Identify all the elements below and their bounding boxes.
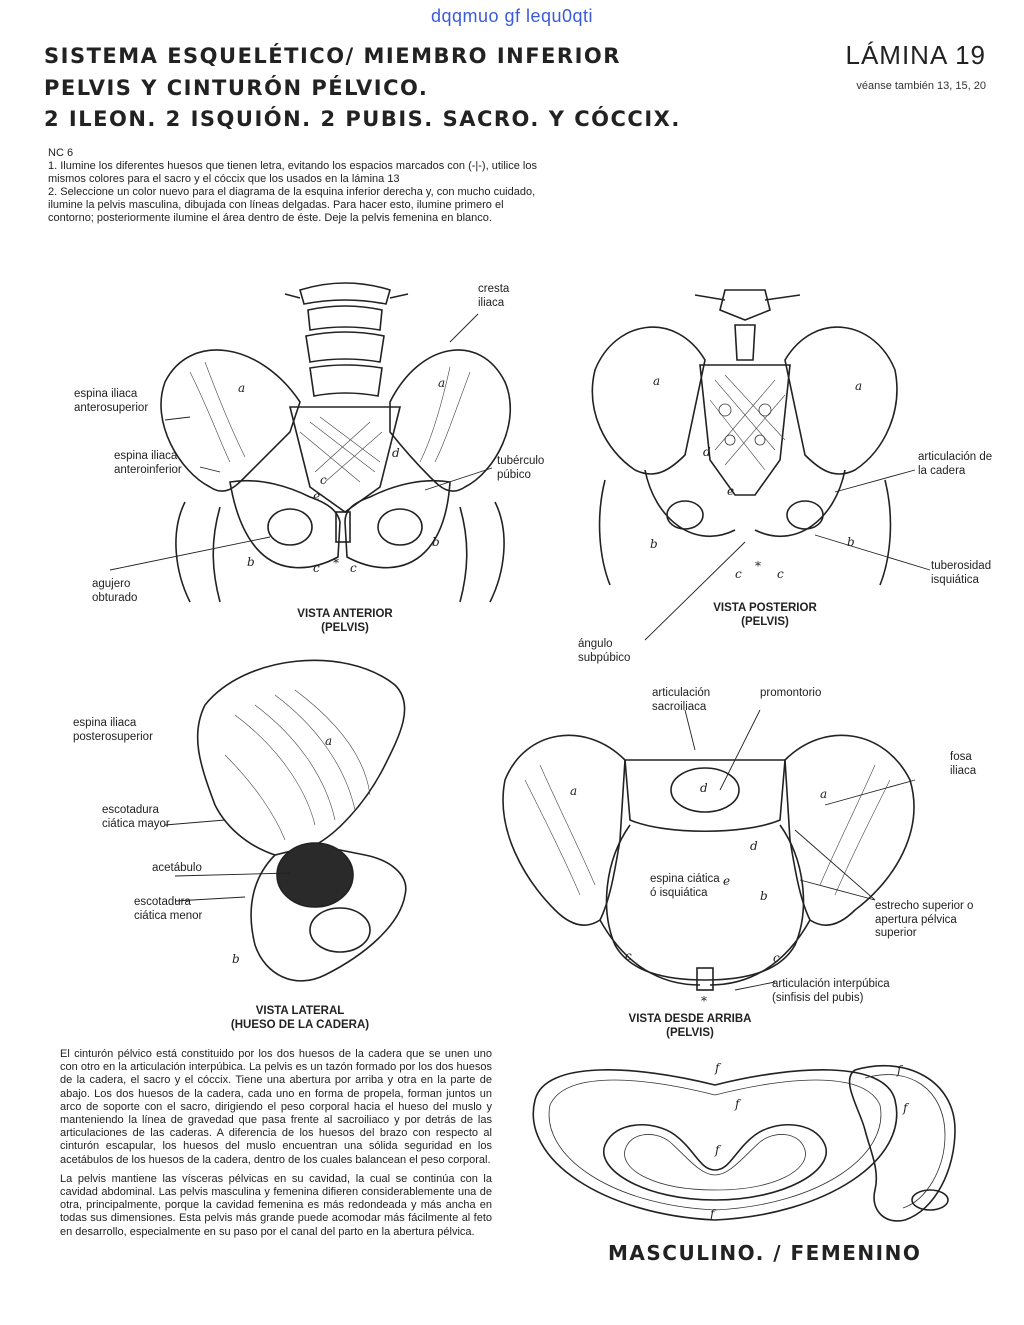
lateral-leader-lines — [165, 820, 290, 901]
letter-f: f — [715, 1061, 720, 1075]
instructions — [48, 147, 548, 225]
letter-f: f — [897, 1063, 902, 1077]
body-paragraph-1: El cinturón pélvico está constituido por los dos huesos de la cadera que se unen uno con otro en la articulación interpúbica. La pelvis es un tazón formado por los dos huesos de la cadera, el sacro y el cóccix. Tiene una abertura por arriba y otra en la parte de abajo. Los dos huesos de la cadera, cada uno en forma de propela, forman juntos un arco de soporte con el sacro, dirigiendo el peso corporal hacia el hueso del muslo y manteniendo la línea de gravedad que pasa frente al sacroiliaco y por detrás de las articulaciones de las caderas. A diferencia de los huesos del brazo con respecto al cinturón escapular, los huesos del muslo encuentran una sólida seguridad en los acetábulos de los huesos de la cadera, dentro de los cuales balancean el peso corporal. — [60, 1048, 492, 1166]
letter-a: a — [325, 734, 333, 748]
letter-b: b — [432, 535, 440, 549]
letter-c: c — [350, 561, 357, 575]
letter-c: c — [320, 473, 327, 487]
caption-superior-sub: (PELVIS) — [666, 1027, 714, 1039]
caption-anterior — [250, 607, 440, 635]
lumbar-vertebrae — [285, 283, 408, 396]
caption-anterior-sub: (PELVIS) — [321, 622, 369, 634]
posterior-view-drawing — [585, 280, 905, 590]
caption-lateral — [210, 1004, 390, 1032]
superior-leader-lines — [685, 710, 915, 990]
letter-star: * — [333, 556, 339, 570]
right-ilium-superior — [785, 735, 914, 925]
obturator-lateral — [310, 908, 370, 952]
label-espina-anterosuperior: espina iliaca anterosuperior — [74, 388, 149, 414]
letter-a: a — [653, 374, 661, 388]
letter-b: b — [847, 535, 855, 549]
letter-e: e — [313, 489, 321, 503]
label-escotadura-menor: escotadura ciática menor — [134, 896, 203, 922]
caption-superior — [615, 1012, 765, 1040]
title-line-3: 2 ILEON. 2 ISQUIÓN. 2 PUBIS. SACRO. Y CÓCCIX. — [44, 107, 681, 131]
label-agujero-obturado: agujero obturado — [92, 578, 138, 604]
comparison-letters — [709, 1061, 910, 1221]
letter-d: d — [700, 781, 708, 795]
leader-lines — [110, 314, 492, 570]
see-also: véanse también 13, 15, 20 — [856, 80, 986, 92]
posterior-letters — [650, 374, 862, 581]
caption-posterior — [680, 601, 850, 629]
letter-f: f — [735, 1097, 740, 1111]
label-articulacion-sacroiliaca: articulación sacroiliaca — [652, 687, 711, 713]
acetabulum — [277, 843, 353, 907]
anterior-view-drawing — [150, 272, 530, 612]
letter-star: * — [755, 559, 761, 573]
right-pubis — [345, 481, 450, 568]
male-side-outline — [865, 1075, 945, 1208]
letter-b: b — [232, 952, 240, 966]
label-sinfisis: (sinfisis del pubis) — [772, 992, 864, 1004]
letter-d: d — [750, 839, 758, 853]
caption-lateral-title: VISTA LATERAL — [255, 1005, 345, 1017]
letter-e: e — [727, 484, 735, 498]
label-articulacion-interpubica: articulación interpúbica — [772, 978, 890, 990]
anterior-letters — [238, 376, 445, 575]
letter-a: a — [855, 379, 863, 393]
label-promontorio: promontorio — [760, 687, 822, 699]
caption-posterior-title: VISTA POSTERIOR — [713, 602, 817, 614]
caption-superior-title: VISTA DESDE ARRIBA — [628, 1013, 752, 1025]
title-line-1: SISTEMA ESQUELÉTICO/ MIEMBRO INFERIOR — [44, 44, 621, 68]
sacrum — [290, 407, 400, 512]
body-text — [60, 1048, 492, 1245]
letter-d: d — [703, 445, 711, 459]
left-obturator — [268, 509, 312, 545]
label-espina-posterosuperior: espina iliaca posterosuperior — [73, 717, 153, 743]
superior-view-drawing — [495, 710, 935, 1010]
plate-number: LÁMINA 19 — [845, 40, 986, 70]
letter-d: d — [392, 446, 400, 460]
symphysis-superior — [697, 968, 713, 990]
letter-f: f — [710, 1207, 715, 1221]
caption-posterior-sub: (PELVIS) — [741, 616, 789, 628]
caption-anterior-title: VISTA ANTERIOR — [297, 608, 393, 620]
posterior-hatching — [710, 375, 785, 470]
label-acetabulo: acetábulo — [152, 862, 202, 874]
letter-c: c — [625, 949, 632, 963]
letter-f: f — [715, 1143, 720, 1157]
letter-c: c — [777, 567, 784, 581]
label-espina-ciatica: espina ciática ó isquiática — [650, 873, 720, 899]
body-paragraph-2: La pelvis mantiene las vísceras pélvicas en su cavidad, la cual se continúa con la cavidad abdominal. Las pelvis masculina y femenina difieren considerablemente una de otra, principalmente, porque la cavidad femenina es más redondeada y más ancha en todas sus dimensiones. Esta pelvis más grande puede acomodar más fácilmente al feto en desarrollo, especialmente en su paso por el canal del parto en la abertura pélvica. — [60, 1172, 492, 1238]
label-escotadura-mayor: escotadura ciática mayor — [102, 804, 170, 830]
caption-lateral-sub: (HUESO DE LA CADERA) — [230, 1019, 370, 1031]
left-ilium-posterior — [592, 327, 705, 474]
lateral-view-drawing — [165, 645, 425, 1005]
label-espina-anteroinferior: espina iliaca anteroinferior — [114, 450, 182, 476]
letter-c: c — [773, 951, 780, 965]
instruction-step-2: 2. Seleccione un color nuevo para el diagrama de la esquina inferior derecha y, con mucho cuidado, ilumine la pelvis masculina, dibujada con líneas delgadas. Para hacer esto, ilumine primero el contorno; posteriormente ilumine el área dentro de éste. Deje la pelvis femenina en blanco. — [48, 186, 536, 224]
title-line-2: PELVIS Y CINTURÓN PÉLVICO. — [44, 76, 429, 100]
label-angulo-subpubico: ángulo subpúbico — [578, 638, 631, 664]
letter-star: * — [701, 994, 707, 1008]
letter-a: a — [570, 784, 578, 798]
ilium-lateral — [198, 660, 405, 855]
letter-b: b — [760, 889, 768, 903]
nc-code: NC 6 — [48, 147, 74, 159]
letter-a: a — [438, 376, 446, 390]
letter-b: b — [650, 537, 658, 551]
anterior-hatching — [190, 362, 470, 482]
instruction-step-1: 1. Ilumine los diferentes huesos que tienen letra, evitando los espacios marcados con (-|-), utilice los mismos colores para el sacro y el cóccix que los usados en la lámina 13 — [48, 160, 537, 185]
sacrum-superior — [625, 760, 785, 831]
letter-c: c — [313, 561, 320, 575]
posterior-vertebra — [695, 290, 800, 360]
letter-a: a — [820, 787, 828, 801]
letter-a: a — [238, 381, 246, 395]
right-ilium-posterior — [785, 327, 897, 474]
letter-c: c — [735, 567, 742, 581]
right-ilium — [390, 350, 510, 491]
label-cresta-iliaca: cresta iliaca — [478, 283, 510, 309]
female-side-outline — [850, 1066, 955, 1221]
comparison-title: MASCULINO. / FEMENINO — [608, 1241, 922, 1265]
sacrum-posterior — [700, 365, 790, 495]
letter-e: e — [723, 874, 731, 888]
right-femur — [460, 502, 504, 602]
label-articulacion-cadera: articulación de la cadera — [918, 451, 993, 477]
label-fosa-iliaca: fosa iliaca — [950, 751, 977, 777]
label-tuberculo-pubico: tubérculo púbico — [497, 455, 545, 481]
right-obturator — [378, 509, 422, 545]
label-estrecho-superior: estrecho superior o apertura pélvica superior — [875, 900, 974, 939]
male-female-comparison-drawing — [525, 1050, 985, 1235]
letter-b: b — [247, 555, 255, 569]
watermark: dqqmuo gf lequ0qti — [430, 6, 594, 26]
label-tuberosidad-isquiatica: tuberosidad isquiática — [931, 560, 992, 586]
letter-f: f — [903, 1101, 908, 1115]
